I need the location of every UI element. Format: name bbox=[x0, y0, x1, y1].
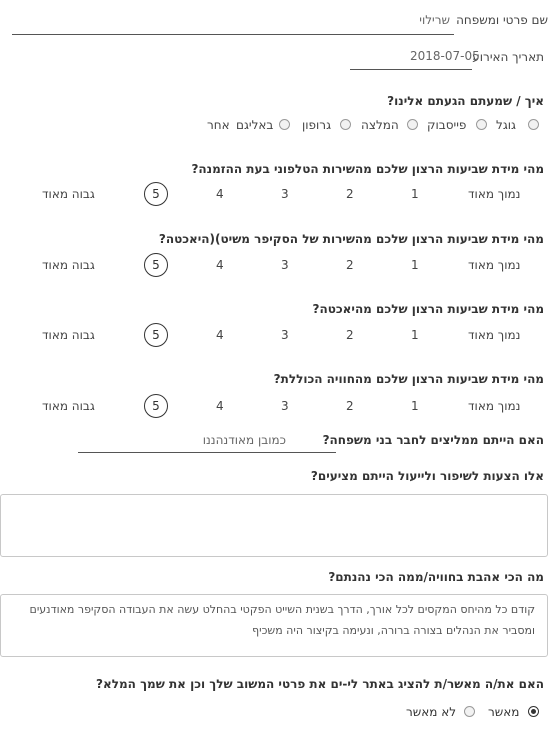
hear-radio-groupon[interactable] bbox=[340, 119, 351, 130]
date-value: 2018-07-05 bbox=[410, 49, 480, 63]
rating-yacht-4[interactable]: 4 bbox=[216, 328, 224, 342]
rating-phone-5: 5 bbox=[152, 187, 160, 201]
rating-yacht-scale bbox=[0, 321, 548, 349]
rating-phone-high-label: גבוה מאוד bbox=[42, 187, 95, 201]
date-input[interactable] bbox=[350, 47, 480, 70]
rating-yacht-low-label: נמוך מאוד bbox=[468, 328, 521, 342]
recommend-question: האם הייתם ממליצים לחבר בני משפחה? bbox=[322, 433, 544, 447]
rating-skipper-2[interactable]: 2 bbox=[346, 258, 354, 272]
consent-decline-radio[interactable] bbox=[464, 706, 475, 717]
hear-option-baligam[interactable] bbox=[236, 118, 296, 132]
rating-skipper-5: 5 bbox=[152, 258, 160, 272]
hear-label-groupon: גרופון bbox=[302, 118, 332, 132]
rating-phone-2[interactable]: 2 bbox=[346, 187, 354, 201]
loved-textarea[interactable] bbox=[0, 594, 548, 657]
rating-skipper-low-label: נמוך מאוד bbox=[468, 258, 521, 272]
rating-overall-2[interactable]: 2 bbox=[346, 399, 354, 413]
rating-overall-high-label: גבוה מאוד bbox=[42, 399, 95, 413]
name-label: שם פרטי ומשפחה bbox=[456, 13, 548, 27]
rating-overall-scale bbox=[0, 392, 548, 420]
rating-skipper-5-selected[interactable] bbox=[144, 253, 168, 277]
rating-yacht-3[interactable]: 3 bbox=[281, 328, 289, 342]
rating-overall-low-label: נמוך מאוד bbox=[468, 399, 521, 413]
consent-approve-option[interactable] bbox=[486, 705, 542, 719]
loved-text-line-1: קודם כל מהיחס המקסים לכל אורך, הדרך בשנית השייט הפקטי בהחלט עשה את העבודה הסקיפר מאודנעים bbox=[29, 603, 535, 616]
rating-overall-5-selected[interactable] bbox=[144, 394, 168, 418]
rating-phone-low-label: נמוך מאוד bbox=[468, 187, 521, 201]
rating-skipper-question: מהי מידת שביעות הרצון שלכם מהשירות של הסקיפר משיט)(היאכטה? bbox=[158, 232, 544, 246]
hear-label-baligam: באליגם bbox=[236, 118, 274, 132]
hear-radio-facebook[interactable] bbox=[476, 119, 487, 130]
rating-yacht-2[interactable]: 2 bbox=[346, 328, 354, 342]
consent-approve-label: מאשר bbox=[488, 705, 520, 719]
consent-decline-label: לא מאשר bbox=[406, 705, 457, 719]
rating-yacht-1[interactable]: 1 bbox=[411, 328, 419, 342]
rating-skipper-3[interactable]: 3 bbox=[281, 258, 289, 272]
rating-overall-4[interactable]: 4 bbox=[216, 399, 224, 413]
rating-yacht-question: מהי מידת שביעות הרצון שלכם מהיאכטה? bbox=[312, 302, 544, 316]
hear-label-google: גוגל bbox=[496, 118, 516, 132]
hear-radio-baligam[interactable] bbox=[279, 119, 290, 130]
rating-phone-1[interactable]: 1 bbox=[411, 187, 419, 201]
rating-yacht-5: 5 bbox=[152, 328, 160, 342]
consent-question: האם את/ה מאשר/ת להציג באתר לי-ים את פרטי המשוב שלך וכן את שמך המלא? bbox=[96, 677, 544, 691]
hear-label-other: אחר bbox=[207, 118, 230, 132]
hear-radio-google[interactable] bbox=[528, 119, 539, 130]
hear-label-recommendation: המלצה bbox=[361, 118, 399, 132]
rating-skipper-scale bbox=[0, 251, 548, 279]
consent-decline-option[interactable] bbox=[406, 705, 480, 719]
consent-approve-radio[interactable] bbox=[528, 706, 539, 717]
rating-skipper-high-label: גבוה מאוד bbox=[42, 258, 95, 272]
hear-question: איך / שמעתם הגעתם אלינו? bbox=[387, 94, 544, 108]
hear-label-facebook: פייסבוק bbox=[427, 118, 467, 132]
rating-yacht-high-label: גבוה מאוד bbox=[42, 328, 95, 342]
rating-phone-question: מהי מידת שביעות הרצון שלכם מהשירות הטלפוני בעת ההזמנה? bbox=[191, 162, 544, 176]
rating-overall-3[interactable]: 3 bbox=[281, 399, 289, 413]
recommend-input[interactable] bbox=[78, 430, 336, 453]
rating-phone-4[interactable]: 4 bbox=[216, 187, 224, 201]
improve-question: אלו הצעות לשיפור ולייעול הייתם מציעים? bbox=[310, 469, 544, 483]
rating-skipper-1[interactable]: 1 bbox=[411, 258, 419, 272]
loved-text-line-2: ומסביר את הנהלים בצורה ברורה, ונעימה בקיצור היה משכיף bbox=[252, 624, 535, 637]
name-value: שרילוי bbox=[419, 13, 450, 27]
loved-question: מה הכי אהבת בחוויה/ממה הכי נהנתם? bbox=[328, 570, 544, 584]
name-input[interactable] bbox=[12, 13, 454, 35]
rating-phone-5-selected[interactable] bbox=[144, 182, 168, 206]
hear-radio-recommendation[interactable] bbox=[407, 119, 418, 130]
recommend-value: כמובן מאודנהננו bbox=[202, 433, 286, 447]
date-label: תאריך האירוע bbox=[472, 50, 544, 64]
hear-option-google[interactable] bbox=[496, 118, 546, 132]
hear-option-groupon[interactable] bbox=[302, 118, 357, 132]
rating-overall-5: 5 bbox=[152, 399, 160, 413]
hear-option-recommendation[interactable] bbox=[361, 118, 423, 132]
rating-phone-3[interactable]: 3 bbox=[281, 187, 289, 201]
rating-overall-question: מהי מידת שביעות הרצון שלכם מהחוויה הכוללת? bbox=[273, 372, 544, 386]
rating-phone-scale bbox=[0, 180, 548, 208]
rating-yacht-5-selected[interactable] bbox=[144, 323, 168, 347]
hear-option-other[interactable] bbox=[207, 118, 233, 132]
hear-option-facebook[interactable] bbox=[427, 118, 491, 132]
rating-overall-1[interactable]: 1 bbox=[411, 399, 419, 413]
rating-skipper-4[interactable]: 4 bbox=[216, 258, 224, 272]
improve-textarea[interactable] bbox=[0, 494, 548, 557]
